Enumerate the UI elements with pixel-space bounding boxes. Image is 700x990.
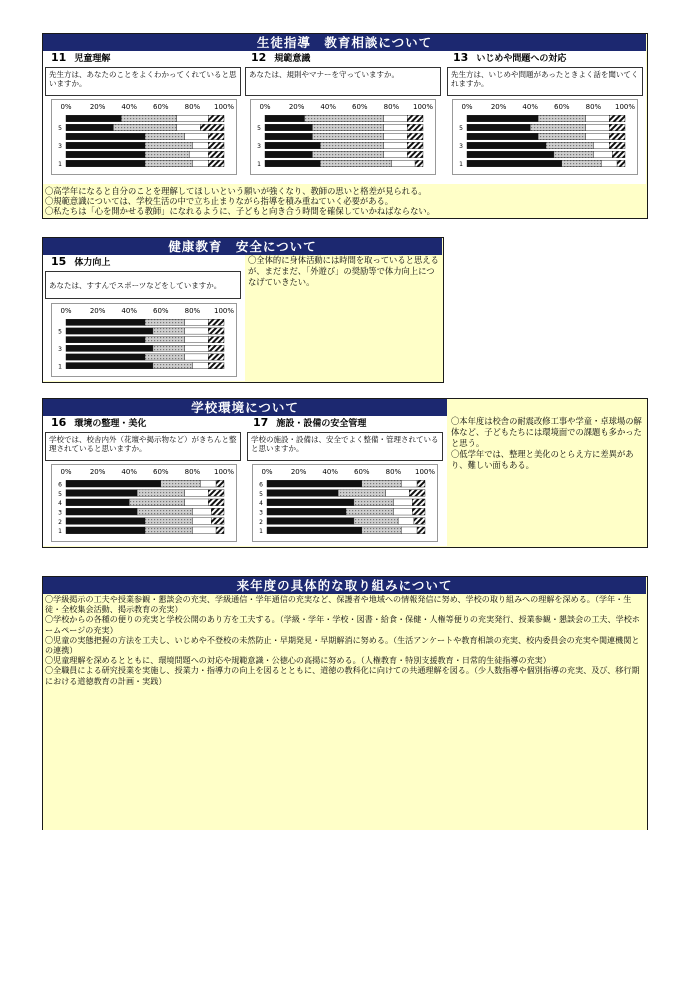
bar-segment xyxy=(467,151,554,157)
category-label: 5 xyxy=(259,490,263,498)
bar-segment xyxy=(412,499,425,506)
bar-segment xyxy=(601,160,617,166)
plan-line: 〇学級掲示の工夫や授業参観・懇談会の充実、学級通信・学年通信の充実など、保護者や地域への情報発信に努め、学校の取り組みへの理解を深める。（学年・生徒・全校集会活動、掲示教育の充実） xyxy=(45,594,632,615)
bar-segment xyxy=(66,363,153,369)
bar-segment xyxy=(407,115,423,121)
bar-segment xyxy=(137,508,192,515)
bar-segment xyxy=(208,490,224,497)
bar-segment xyxy=(192,508,211,515)
tick-label: 100% xyxy=(213,468,235,476)
tick-label: 40% xyxy=(121,468,137,476)
bar-segment xyxy=(412,508,425,515)
tick-label: 20% xyxy=(89,307,106,315)
bar-segment xyxy=(145,142,192,148)
bar-segment xyxy=(153,363,193,369)
bar-segment xyxy=(185,328,209,334)
item-label: 施設・設備の安全管理 xyxy=(276,419,367,429)
bar-segment xyxy=(346,508,393,515)
bar-segment xyxy=(66,124,113,130)
bar-segment xyxy=(66,160,145,166)
category-label: 5 xyxy=(58,328,62,336)
item-label: 環境の整理・美化 xyxy=(74,419,147,429)
bar-segment xyxy=(66,337,145,343)
item-number: 15 xyxy=(51,255,67,268)
item-heading xyxy=(45,255,110,269)
bar-segment xyxy=(407,124,423,130)
bar-segment xyxy=(185,354,209,360)
bar-segment xyxy=(267,490,338,497)
stacked-bar-chart xyxy=(52,465,236,541)
comment-line: 〇私たちは「心を開かせる教師」になれるように、子どもと向き合う時間を確保していかねばならない。 xyxy=(45,206,435,217)
bar-segment xyxy=(211,518,224,525)
comment-line: 〇低学年では、整理と美化のとらえ方に差異があり、難しい面もある。 xyxy=(451,449,634,470)
bar-segment xyxy=(200,124,224,130)
bar-segment xyxy=(538,133,585,139)
comment-line: 〇規範意識については、学校生活の中で立ち止まりながら指導を積み重ねていく必要がある。 xyxy=(45,196,394,207)
bar-segment xyxy=(211,508,224,515)
bar-segment xyxy=(554,151,594,157)
bar-segment xyxy=(208,345,224,351)
tick-label: 80% xyxy=(184,103,201,111)
bar-segment xyxy=(415,160,423,166)
bar-segment xyxy=(185,133,209,139)
health-section xyxy=(42,237,444,383)
guidance-cards xyxy=(43,51,646,184)
tick-label: 80% xyxy=(184,307,201,315)
bar-segment xyxy=(265,115,305,121)
bar-segment xyxy=(467,142,546,148)
chart-item-11 xyxy=(51,99,237,175)
bar-segment xyxy=(586,115,610,121)
bar-segment xyxy=(185,337,209,343)
environment-cards xyxy=(43,416,447,546)
bar-segment xyxy=(384,151,408,157)
tick-label: 100% xyxy=(614,103,636,111)
tick-label: 20% xyxy=(290,468,307,476)
tick-label: 80% xyxy=(385,468,402,476)
bar-segment xyxy=(216,480,224,487)
question-box: 学校では、校舎内外（花壇や掲示物など）がきちんと整理されていると思いますか。 xyxy=(45,432,241,461)
chart-item-16 xyxy=(51,464,237,542)
chart-item-15 xyxy=(51,303,237,377)
bar-segment xyxy=(617,160,625,166)
bar-segment xyxy=(265,151,312,157)
bar-segment xyxy=(386,490,410,497)
bar-segment xyxy=(185,490,209,497)
category-label: 5 xyxy=(257,125,261,133)
stacked-bar-chart xyxy=(251,100,435,174)
bar-segment xyxy=(312,133,383,139)
comment-line: 〇本年度は校舎の耐震改修工事や学童・卓球場の解体など、子どもたちには環境面での課題も多かったと思う。 xyxy=(451,416,642,448)
plan-line: 〇全職員による研究授業を実施し、授業力・指導力の向上を図るとともに、道徳の教科化に向けての共通理解を図る。（少人数指導や個別指導の充実、及び、移行期における道徳教育の計画・実践） xyxy=(45,665,640,686)
guidance-comments xyxy=(45,186,643,217)
bar-segment xyxy=(208,499,224,506)
tick-label: 60% xyxy=(153,468,169,476)
bar-segment xyxy=(267,527,362,534)
bar-segment xyxy=(305,115,384,121)
bar-segment xyxy=(530,124,585,130)
tick-label: 100% xyxy=(213,307,235,315)
bar-segment xyxy=(354,518,398,525)
stacked-bar-chart xyxy=(253,465,437,541)
bar-segment xyxy=(208,354,224,360)
section-title: 生徒指導 教育相談について xyxy=(43,34,646,51)
item-heading xyxy=(245,51,310,65)
item-heading xyxy=(45,416,146,430)
stacked-bar-chart xyxy=(453,100,637,174)
bar-segment xyxy=(145,527,192,534)
next-year-plans xyxy=(45,594,645,686)
bar-segment xyxy=(145,319,185,325)
bar-segment xyxy=(200,480,216,487)
bar-segment xyxy=(185,345,209,351)
bar-segment xyxy=(612,151,625,157)
bar-segment xyxy=(66,354,145,360)
bar-segment xyxy=(66,490,137,497)
tick-label: 20% xyxy=(89,468,106,476)
category-label: 1 xyxy=(58,363,62,371)
bar-segment xyxy=(153,328,185,334)
bar-segment xyxy=(562,160,602,166)
question-box: 先生方は、あなたのことをよくわかってくれていると思いますか。 xyxy=(45,67,241,96)
bar-segment xyxy=(609,124,625,130)
tick-label: 60% xyxy=(554,103,570,111)
tick-label: 40% xyxy=(121,307,137,315)
environment-comments xyxy=(451,416,646,471)
bar-segment xyxy=(66,508,137,515)
bar-segment xyxy=(586,133,610,139)
bar-segment xyxy=(538,115,585,121)
section-title: 学校環境について xyxy=(43,399,447,416)
bar-segment xyxy=(208,133,224,139)
bar-segment xyxy=(208,160,224,166)
tick-label: 100% xyxy=(414,468,436,476)
bar-segment xyxy=(66,527,145,534)
bar-segment xyxy=(121,115,176,121)
bar-segment xyxy=(216,527,224,534)
category-label: 5 xyxy=(58,490,62,498)
bar-segment xyxy=(267,499,354,506)
bar-segment xyxy=(267,480,362,487)
question-box: あなたは、規則やマナーを守っていますか。 xyxy=(245,67,441,96)
bar-segment xyxy=(145,337,185,343)
bar-segment xyxy=(192,518,211,525)
bar-segment xyxy=(407,142,423,148)
guidance-section xyxy=(42,33,648,219)
category-label: 4 xyxy=(58,500,62,508)
bar-segment xyxy=(208,115,224,121)
bar-segment xyxy=(393,508,412,515)
tick-label: 100% xyxy=(213,103,235,111)
item-number: 13 xyxy=(453,51,469,64)
bar-segment xyxy=(312,124,383,130)
tick-label: 40% xyxy=(320,103,336,111)
comment-line: 〇高学年になると自分のことを理解してほしいという願いが強くなり、教師の思いと格差が見られる。 xyxy=(45,186,427,196)
bar-segment xyxy=(320,160,391,166)
tick-label: 0% xyxy=(60,468,72,476)
bar-segment xyxy=(192,527,216,534)
bar-segment xyxy=(362,480,402,487)
bar-segment xyxy=(384,124,408,130)
bar-segment xyxy=(391,160,415,166)
tick-label: 0% xyxy=(60,103,72,111)
item-heading xyxy=(247,416,366,430)
category-label: 1 xyxy=(58,528,62,536)
bar-segment xyxy=(393,499,412,506)
tick-label: 40% xyxy=(322,468,338,476)
bar-segment xyxy=(145,133,185,139)
bar-segment xyxy=(414,518,425,525)
category-label: 1 xyxy=(259,528,263,536)
bar-segment xyxy=(185,499,209,506)
chart-item-13 xyxy=(452,99,638,175)
bar-segment xyxy=(265,142,320,148)
category-label: 1 xyxy=(257,161,261,169)
category-label: 2 xyxy=(58,518,62,526)
bar-segment xyxy=(407,151,423,157)
bar-segment xyxy=(593,151,612,157)
bar-segment xyxy=(113,124,176,130)
bar-segment xyxy=(593,142,609,148)
bar-segment xyxy=(467,160,562,166)
chart-item-17 xyxy=(252,464,438,542)
bar-segment xyxy=(185,319,209,325)
stacked-bar-chart xyxy=(52,304,236,376)
bar-segment xyxy=(145,354,185,360)
bar-segment xyxy=(66,142,145,148)
bar-segment xyxy=(208,142,224,148)
item-heading xyxy=(45,51,110,65)
question-box: 学校の施設・設備は、安全でよく整備・管理されていると思いますか。 xyxy=(247,432,443,461)
item-number: 16 xyxy=(51,416,67,429)
bar-segment xyxy=(145,151,189,157)
category-label: 1 xyxy=(58,161,62,169)
tick-label: 60% xyxy=(153,307,169,315)
section-title: 来年度の具体的な取り組みについて xyxy=(43,577,646,594)
bar-segment xyxy=(192,363,208,369)
bar-segment xyxy=(384,115,408,121)
bar-segment xyxy=(467,124,530,130)
tick-label: 20% xyxy=(490,103,507,111)
bar-segment xyxy=(153,345,185,351)
category-label: 3 xyxy=(257,143,261,151)
bar-segment xyxy=(66,518,145,525)
tick-label: 0% xyxy=(461,103,473,111)
item-number: 12 xyxy=(251,51,267,64)
tick-label: 20% xyxy=(89,103,106,111)
item-number: 17 xyxy=(253,416,269,429)
bar-segment xyxy=(401,480,417,487)
bar-segment xyxy=(265,133,312,139)
bar-segment xyxy=(609,142,625,148)
tick-label: 40% xyxy=(121,103,137,111)
category-label: 6 xyxy=(259,481,263,489)
bar-segment xyxy=(177,124,201,130)
item-heading xyxy=(447,51,566,65)
category-label: 3 xyxy=(58,509,62,517)
bar-segment xyxy=(417,527,425,534)
category-label: 5 xyxy=(58,125,62,133)
bar-segment xyxy=(586,124,610,130)
bar-segment xyxy=(189,151,208,157)
plan-line: 〇学校からの各種の便りの充実と学校公開のあり方を工夫する。（学級・学年・学校・図書・給食・保健・人権等便りの充実発行、授業参観・懇談会の工夫、学校ホームページの充実） xyxy=(45,614,640,635)
bar-segment xyxy=(267,508,346,515)
bar-segment xyxy=(467,133,538,139)
tick-label: 100% xyxy=(412,103,434,111)
bar-segment xyxy=(145,160,192,166)
question-box: 先生方は、いじめや問題があったときよく話を聞いてくれますか。 xyxy=(447,67,643,96)
bar-segment xyxy=(145,518,192,525)
bar-segment xyxy=(467,115,538,121)
bar-segment xyxy=(66,319,145,325)
bar-segment xyxy=(320,142,383,148)
plan-line: 〇児童の実態把握の方法を工夫し、いじめや不登校の未然防止・早期発見・早期解消に努める。（生活アンケートや教育相談の充実、校内委員会の充実や関連機関との連携） xyxy=(45,634,640,656)
bar-segment xyxy=(265,124,312,130)
next-year-section xyxy=(42,576,648,830)
tick-label: 0% xyxy=(261,468,273,476)
item-label: 規範意識 xyxy=(274,54,311,64)
tick-label: 60% xyxy=(352,103,368,111)
health-comment: 〇全体的に身体活動には時間を取っていると思えるが、まだまだ、「外遊び」の奨励等で体力向上につなげていきたい。 xyxy=(248,255,439,287)
tick-label: 0% xyxy=(259,103,271,111)
item-number: 11 xyxy=(51,51,67,64)
tick-label: 0% xyxy=(60,307,72,315)
plan-line: 〇児童理解を深めるとともに、環境問題への対応や規範意識・公徳心の高揚に努める。（人権教育・特別支援教育・日常的生徒指導の充実） xyxy=(45,655,551,666)
bar-segment xyxy=(137,490,184,497)
tick-label: 60% xyxy=(354,468,370,476)
bar-segment xyxy=(208,363,224,369)
category-label: 1 xyxy=(459,161,463,169)
item-label: 体力向上 xyxy=(74,258,111,268)
bar-segment xyxy=(192,160,208,166)
bar-segment xyxy=(66,345,153,351)
tick-label: 80% xyxy=(184,468,201,476)
bar-segment xyxy=(66,499,129,506)
bar-segment xyxy=(66,133,145,139)
section-title: 健康教育 安全について xyxy=(43,238,442,255)
category-label: 3 xyxy=(259,509,263,517)
bar-segment xyxy=(66,151,145,157)
item-label: いじめや問題への対応 xyxy=(476,54,567,64)
question-box: あなたは、すすんでスポーツなどをしていますか。 xyxy=(45,271,241,299)
chart-item-12 xyxy=(250,99,436,175)
bar-segment xyxy=(384,142,408,148)
bar-segment xyxy=(66,328,153,334)
bar-segment xyxy=(362,527,402,534)
tick-label: 80% xyxy=(383,103,400,111)
bar-segment xyxy=(409,490,425,497)
bar-segment xyxy=(265,160,320,166)
category-label: 4 xyxy=(259,500,263,508)
bar-segment xyxy=(208,319,224,325)
category-label: 3 xyxy=(58,143,62,151)
bar-segment xyxy=(66,480,161,487)
bar-segment xyxy=(609,115,625,121)
bar-segment xyxy=(384,133,408,139)
environment-section xyxy=(42,398,648,548)
bar-segment xyxy=(161,480,201,487)
category-label: 5 xyxy=(459,125,463,133)
tick-label: 40% xyxy=(522,103,538,111)
bar-segment xyxy=(208,337,224,343)
bar-segment xyxy=(267,518,354,525)
bar-segment xyxy=(401,527,417,534)
category-label: 3 xyxy=(58,345,62,353)
tick-label: 20% xyxy=(288,103,305,111)
bar-segment xyxy=(66,115,121,121)
category-label: 2 xyxy=(259,518,263,526)
bar-segment xyxy=(407,133,423,139)
bar-segment xyxy=(208,151,224,157)
bar-segment xyxy=(546,142,593,148)
item-label: 児童理解 xyxy=(74,54,111,64)
tick-label: 80% xyxy=(585,103,602,111)
bar-segment xyxy=(338,490,385,497)
tick-label: 60% xyxy=(153,103,169,111)
bar-segment xyxy=(354,499,394,506)
bar-segment xyxy=(312,151,383,157)
bar-segment xyxy=(177,115,209,121)
category-label: 3 xyxy=(459,143,463,151)
bar-segment xyxy=(129,499,184,506)
category-label: 6 xyxy=(58,481,62,489)
bar-segment xyxy=(609,133,625,139)
stacked-bar-chart xyxy=(52,100,236,174)
health-card xyxy=(43,255,245,381)
bar-segment xyxy=(208,328,224,334)
bar-segment xyxy=(192,142,208,148)
bar-segment xyxy=(398,518,414,525)
bar-segment xyxy=(417,480,425,487)
